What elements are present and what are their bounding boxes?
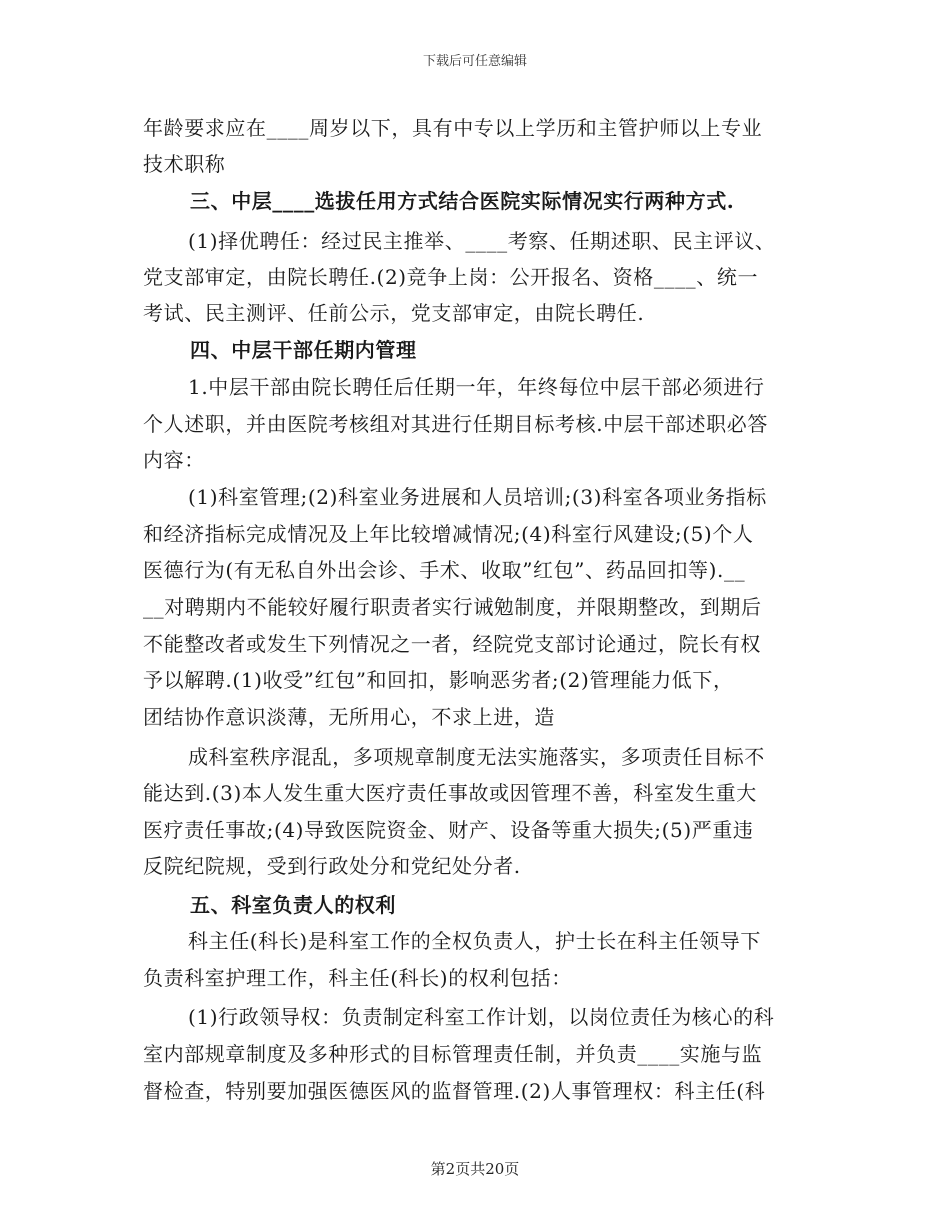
text-line: 个人述职，并由医院考核组对其进行任期目标考核.中层干部述职必答 [143,412,768,436]
text-line: (1)择优聘任：经过民主推举、____考察、任期述职、民主评议、 [188,229,776,253]
text-line: 1.中层干部由院长聘任后任期一年，年终每位中层干部必须进行 [188,375,765,399]
text-line: 予以解聘.(1)收受”红包”和回扣，影响恶劣者;(2)管理能力低下， [143,668,734,692]
section-heading: 四、中层干部任期内管理 [190,338,417,362]
text-line: 负责科室护理工作，科主任(科长)的权利包括： [143,966,572,990]
text-line: 团结协作意识淡薄，无所用心，不求上进，造 [143,705,555,729]
text-line: 不能整改者或发生下列情况之一者，经院党支部讨论通过，院长有权 [143,632,761,656]
section-heading: 五、科室负责人的权利 [190,893,396,917]
text-line: 能达到.(3)本人发生重大医疗责任事故或因管理不善，科室发生重大 [143,781,757,805]
text-line: 反院纪院规，受到行政处分和党纪处分者. [143,854,521,878]
text-line: 室内部规章制度及多种形式的目标管理责任制，并负责____实施与监 [143,1042,763,1066]
page-header-note: 下载后可任意编辑 [422,54,527,69]
text-line: (1)科室管理;(2)科室业务进展和人员培训;(3)科室各项业务指标 [188,485,767,509]
text-line: 和经济指标完成情况及上年比较增减情况;(4)科室行风建设;(5)个人 [143,522,754,546]
text-line: 党支部审定，由院长聘任.(2)竞争上岗：公开报名、资格____、统一 [143,265,759,289]
text-line: 成科室秩序混乱，多项规章制度无法实施落实，多项责任目标不 [188,745,765,769]
text-line: 技术职称 [143,152,226,176]
text-line: __对聘期内不能较好履行职责者实行诫勉制度，并限期整改，到期后 [143,595,762,619]
text-line: 考试、民主测评、任前公示，党支部审定，由院长聘任. [143,301,645,325]
section-heading: 三、中层____选拔任用方式结合医院实际情况实行两种方式. [190,189,735,213]
text-line: (1)行政领导权：负责制定科室工作计划，以岗位责任为核心的科 [188,1005,775,1029]
text-line: 年龄要求应在____周岁以下，具有中专以上学历和主管护师以上专业 [143,116,763,140]
text-line: 内容： [143,448,205,472]
text-line: 医德行为(有无私自外出会诊、手术、收取”红包”、药品回扣等).__ [143,558,746,582]
text-line: 医疗责任事故;(4)导致医院资金、财产、设备等重大损失;(5)严重违 [143,818,754,842]
text-line: 科主任(科长)是科室工作的全权负责人，护士长在科主任领导下 [188,929,762,953]
text-line: 督检查，特别要加强医德医风的监督管理.(2)人事管理权：科主任(科 [143,1079,766,1103]
page-number: 第2页共20页 [430,1160,520,1178]
